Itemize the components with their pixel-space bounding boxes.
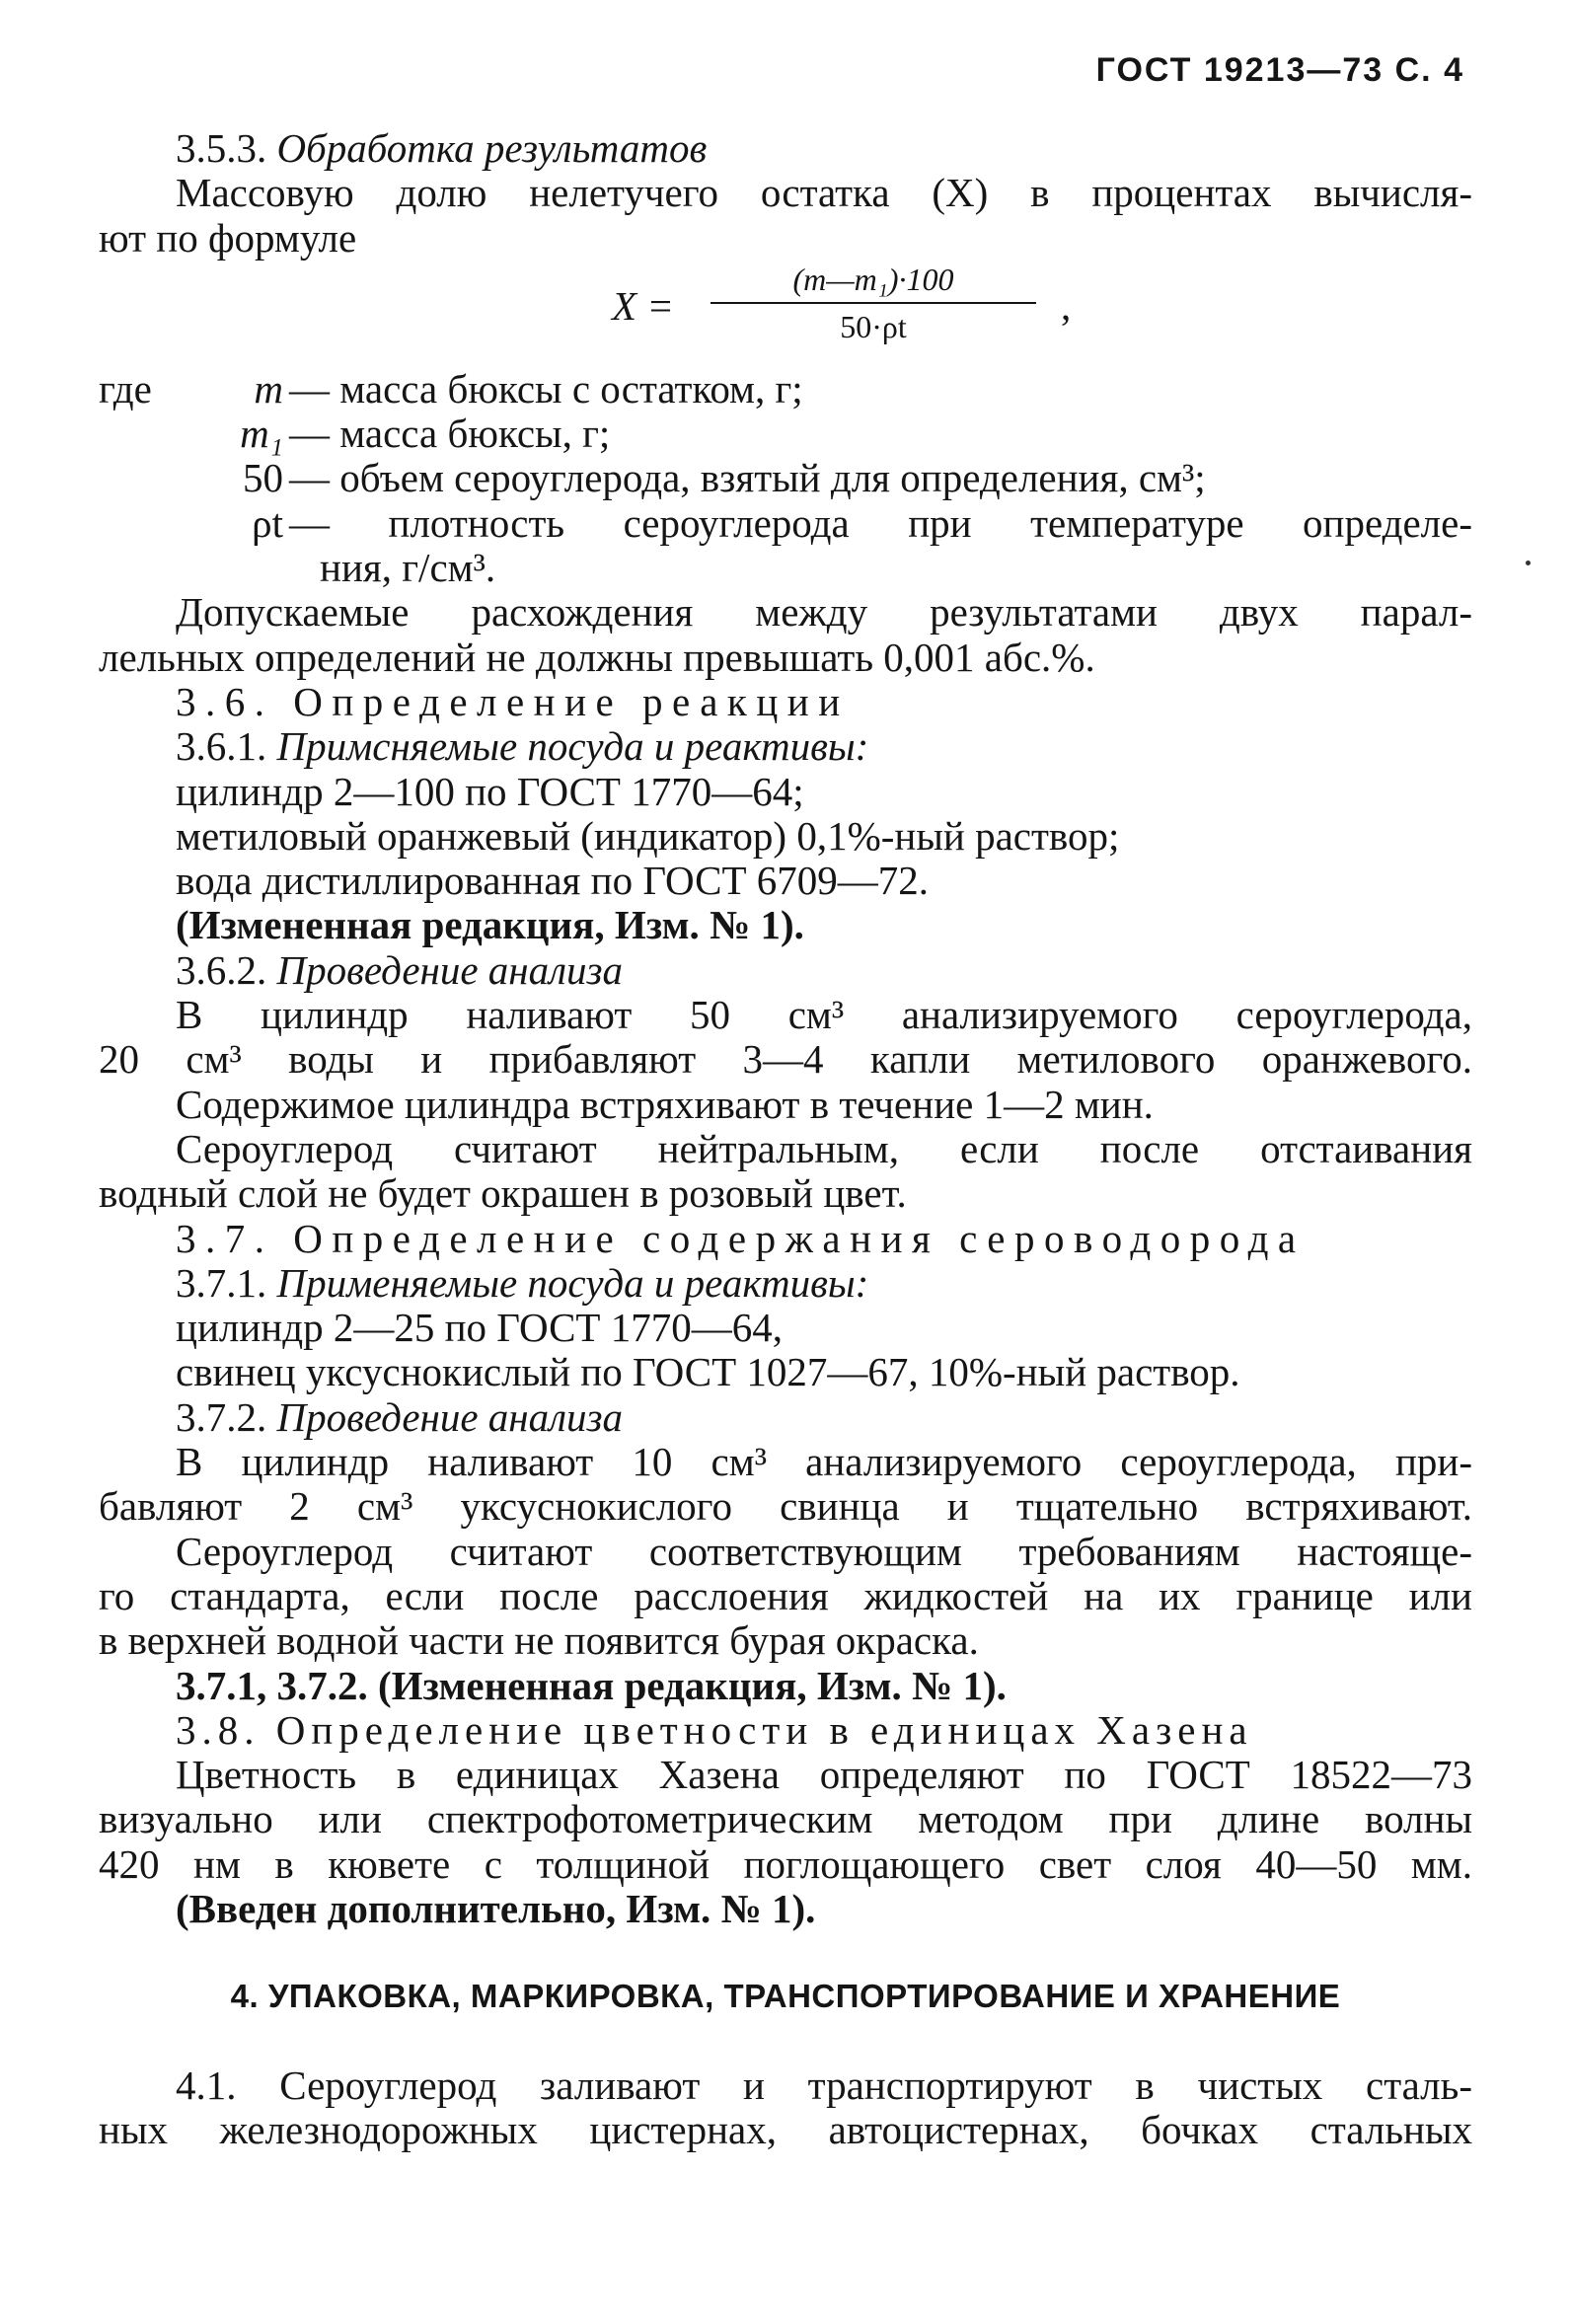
paragraph-line: в верхней водной части не появится бурая окраска.: [99, 1617, 979, 1664]
heading-number: 3.6.1.: [176, 723, 277, 770]
formula-denominator: 50·ρt: [840, 308, 907, 344]
paragraph-line: Сероуглерод считают нейтральным, если после отстаивания: [176, 1125, 1472, 1171]
legend-description: — плотность сероуглерода при температуре определе-: [289, 499, 1472, 546]
paragraph-line: го стандарта, если после расслоения жидкостей на их границе или: [99, 1572, 1472, 1618]
heading-number: 3.5.3.: [176, 125, 277, 171]
list-item: цилиндр 2—100 по ГОСТ 1770—64;: [176, 768, 804, 814]
paragraph-line: водный слой не будет окрашен в розовый цвет.: [99, 1170, 907, 1217]
heading-3-5-3: [99, 126, 1472, 171]
paragraph-line: 20 см³ воды и прибавляют 3—4 капли метилового оранжевого.: [99, 1036, 1472, 1083]
heading-number: 3.7.1.: [176, 1259, 277, 1306]
heading-3-7-2: [99, 1395, 1472, 1440]
paragraph-line: ных железнодорожных цистернах, автоцистернах, бочках стальных: [99, 2106, 1472, 2152]
heading-number: 3.7.2.: [176, 1393, 277, 1440]
list-item: вода дистиллированная по ГОСТ 6709—72.: [176, 858, 930, 904]
heading-title: Примсняемые посуда и реактивы:: [276, 723, 869, 770]
legend-where: где: [99, 365, 152, 412]
list-item: цилиндр 2—25 по ГОСТ 1770—64,: [176, 1305, 783, 1351]
legend-continuation: ния, г/см³.: [320, 545, 496, 591]
formula-lhs: X =: [612, 282, 674, 329]
paragraph-line: 4.1. Сероуглерод заливают и транспортируют в чистых сталь-: [176, 2062, 1472, 2108]
heading-3-6-2: [99, 948, 1472, 993]
paragraph-line: Сероуглерод считают соответствующим требованиям настояще-: [176, 1528, 1472, 1574]
paragraph-line: визуально или спектрофотометрическим методом при длине волны: [99, 1796, 1472, 1842]
amendment-note: (Измененная редакция, Изм. № 1).: [176, 902, 804, 948]
section-4-title: 4. УПАКОВКА, МАРКИРОВКА, ТРАНСПОРТИРОВАНИЕ И ХРАНЕНИЕ: [230, 1978, 1341, 2015]
paragraph-line: В цилиндр наливают 10 см³ анализируемого сероуглерода, при-: [176, 1439, 1472, 1485]
document-body: [99, 126, 1472, 2152]
paragraph-line: ют по формуле: [99, 214, 357, 261]
legend-symbol: m: [254, 365, 283, 412]
heading-title: Проведение анализа: [276, 1393, 624, 1440]
legend-description: — масса бюксы, г;: [289, 411, 611, 457]
heading-3-6: 3.6. Определение реакции: [176, 678, 850, 724]
heading-3-7: 3.7. Определение содержания сероводорода: [176, 1215, 1306, 1261]
paragraph-line: 420 нм в кювете с толщиной поглощающего свет слоя 40—50 мм.: [99, 1840, 1472, 1887]
formula: [99, 261, 1472, 367]
heading-title: Проведение анализа: [276, 946, 624, 993]
paragraph-line: Массовую долю нелетучего остатка (X) в процентах вычисля-: [176, 170, 1472, 216]
paragraph-line: В цилиндр наливают 50 см³ анализируемого сероуглерода,: [176, 992, 1472, 1038]
amendment-note: 3.7.1, 3.7.2. (Измененная редакция, Изм. № 1).: [176, 1662, 1007, 1708]
margin-dot: [1526, 561, 1531, 565]
page-header: ГОСТ 19213—73 С. 4: [1095, 51, 1464, 89]
heading-3-6-1: [99, 724, 1472, 769]
formula-trailing: ,: [1061, 282, 1072, 329]
heading-title: Обработка результатов: [276, 125, 708, 171]
formula-fraction: [701, 261, 1046, 345]
amendment-note: (Введен дополнительно, Изм. № 1).: [176, 1885, 816, 1931]
legend-row: [99, 367, 1472, 412]
list-item: свинец уксуснокислый по ГОСТ 1027—67, 10%-ный раствор.: [176, 1349, 1240, 1395]
legend-description: — масса бюксы с остатком, г;: [289, 365, 803, 412]
formula-numerator: (m—m₁)·100: [792, 261, 954, 297]
heading-title: Применяемые посуда и реактивы:: [276, 1259, 869, 1306]
paragraph-line: Содержимое цилиндра встряхивают в течение 1—2 мин.: [176, 1081, 1154, 1127]
heading-3-7-1: [99, 1261, 1472, 1306]
paragraph-line: Допускаемые расхождения между результатами двух парал-: [176, 589, 1472, 636]
legend-symbol: 50: [243, 455, 283, 501]
fraction-bar: [711, 302, 1036, 304]
list-item: метиловый оранжевый (индикатор) 0,1%-ный раствор;: [176, 812, 1120, 859]
paragraph-line: бавляют 2 см³ уксуснокислого свинца и тщательно встряхивают.: [99, 1483, 1472, 1530]
legend-row: [99, 412, 1472, 456]
paragraph-line: Цветность в единицах Хазена определяют по ГОСТ 18522—73: [176, 1752, 1472, 1798]
legend-symbol: ρt: [252, 499, 283, 546]
legend-description: — объем сероуглерода, взятый для определения, см³;: [289, 455, 1206, 501]
legend-symbol: m₁: [240, 411, 283, 457]
legend-row: [99, 501, 1472, 546]
heading-3-8: 3.8. Определение цветности в единицах Хазена: [176, 1706, 1253, 1753]
paragraph-line: лельных определений не должны превышать 0,001 абс.%.: [99, 634, 1095, 680]
legend-row: [99, 456, 1472, 500]
heading-number: 3.6.2.: [176, 946, 277, 993]
